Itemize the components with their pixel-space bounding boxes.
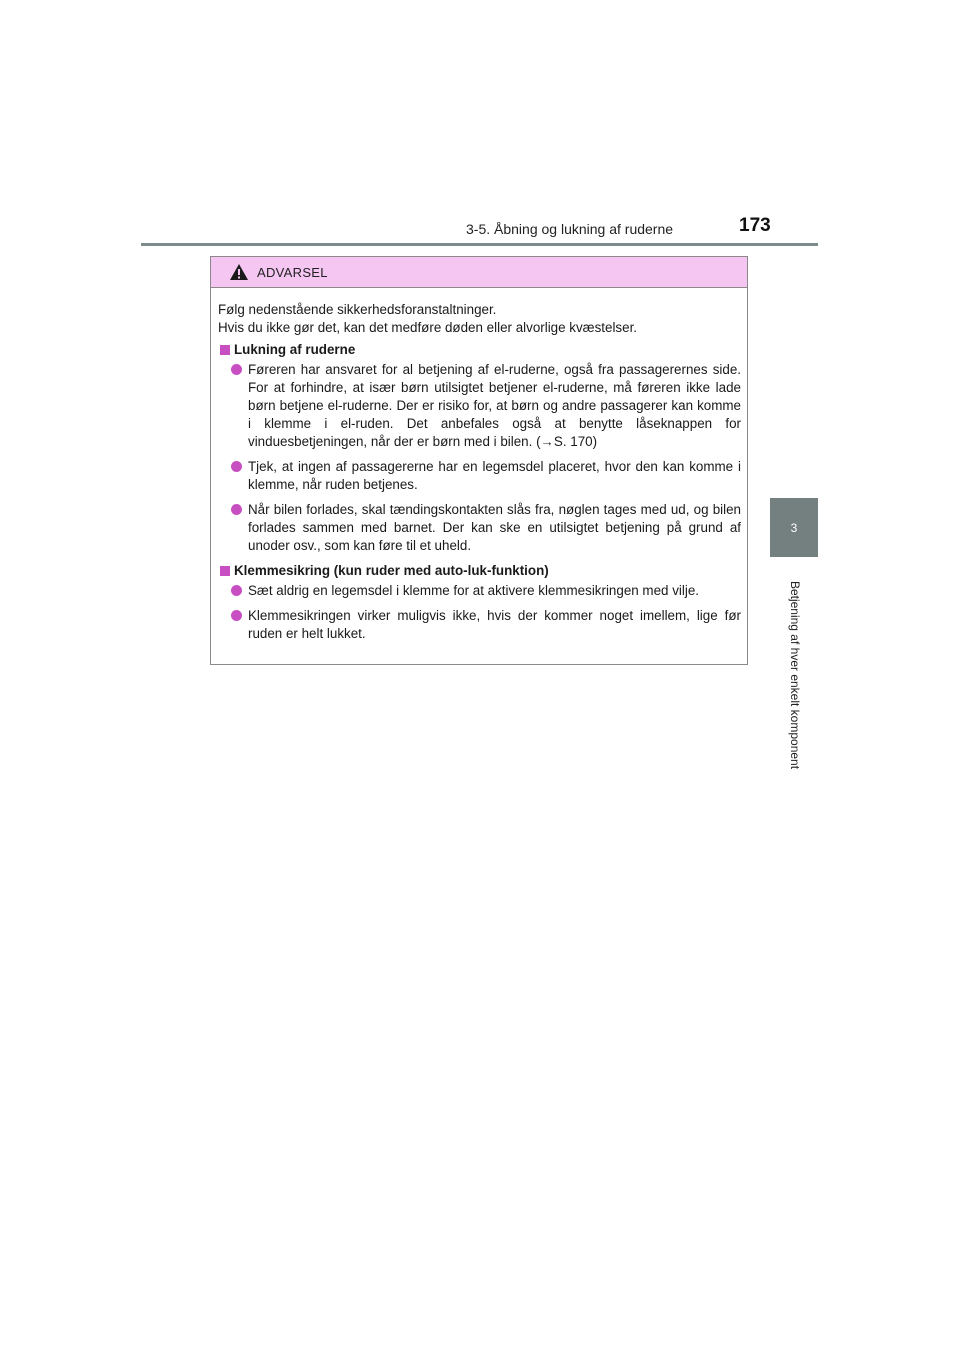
list-item-text: Føreren har ansvaret for al betjening af el-ruderne, også fra passagerernes side. For at forhindre, at især børn utilsigtet betjener el-ruderne, må føreren ikke lade børn betjene el-ruderne. Der er risiko for, at børn og andre passagerer kan komme i klemme i el-ruden. Det anbefales også at benytte låseknappen for vinduesbetjeningen, når der er børn med i bilen. (→S. 170) [248,362,741,449]
header-rule [141,243,818,246]
square-bullet-icon [220,566,230,576]
list-item [231,458,741,494]
section-title: 3-5. Åbning og lukning af ruderne [466,221,674,237]
warning-section [218,341,741,555]
list-item-text: Sæt aldrig en legemsdel i klemme for at aktivere klemmesikringen med vilje. [248,583,699,598]
chapter-number: 3 [790,520,798,535]
round-bullet-icon [231,504,242,515]
chapter-label: Betjening af hver enkelt komponent [788,580,802,770]
warning-intro-line: Hvis du ikke gør det, kan det medføre døden eller alvorlige kvæstelser. [218,320,638,335]
warning-intro-line: Følg nedenstående sikkerhedsforanstaltninger. [218,302,497,317]
list-item [231,582,741,600]
warning-triangle-icon [229,263,249,281]
square-bullet-icon [220,345,230,355]
list-item-text: Tjek, at ingen af passagererne har en legemsdel placeret, hvor den kan komme i klemme, når ruden betjenes. [248,459,741,492]
list-item [231,361,741,451]
list-item-text: Når bilen forlades, skal tændingskontakten slås fra, nøglen tages med ud, og bilen forlades sammen med barnet. Der kan ske en utilsigtet betjening på grund af unoder osv., som kan føre til et uheld. [248,502,741,553]
section-heading-text: Klemmesikring (kun ruder med auto-luk-funktion) [234,563,549,578]
round-bullet-icon [231,585,242,596]
warning-body [211,288,747,643]
page-number: 173 [739,215,771,236]
section-heading [218,341,741,359]
warning-title: ADVARSEL [257,264,328,280]
section-heading-text: Lukning af ruderne [234,342,356,357]
warning-section [218,562,741,643]
list-item-text: Klemmesikringen virker muligvis ikke, hvis der kommer noget imellem, lige før ruden er helt lukket. [248,608,741,641]
round-bullet-icon [231,364,242,375]
round-bullet-icon [231,610,242,621]
section-heading [218,562,741,580]
round-bullet-icon [231,461,242,472]
list-item [231,607,741,643]
list-item [231,501,741,555]
warning-box [210,256,748,665]
warning-header [211,257,747,288]
